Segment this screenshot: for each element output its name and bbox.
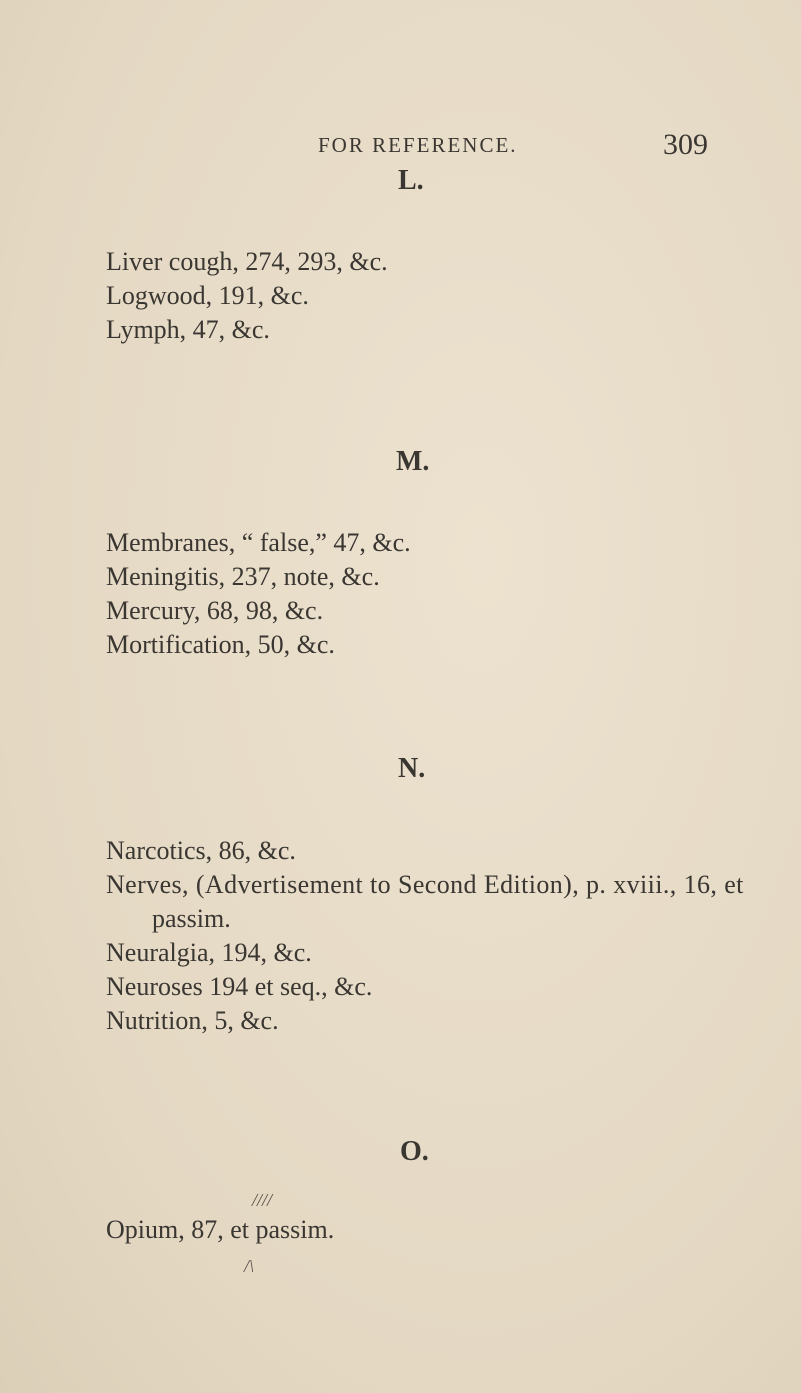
index-entry: Nutrition, 5, &c. [106,1006,279,1035]
section-letter-m: M. [396,446,430,477]
running-head: FOR REFERENCE. [318,133,518,157]
index-entry: Membranes, “ false,” 47, &c. [106,528,411,557]
index-entry: Opium, 87, et passim. [106,1215,335,1244]
pencil-mark: //// [252,1190,273,1210]
section-letter-o: O. [400,1136,429,1167]
section-letter-n: N. [398,753,426,784]
pencil-mark: /\ [244,1256,255,1276]
index-entry: Liver cough, 274, 293, &c. [106,247,388,276]
index-entry: Mercury, 68, 98, &c. [106,596,324,625]
index-entry: Nerves, (Advertisement to Second Edition), p. xviii., 16, et [106,870,744,899]
index-entry: Logwood, 191, &c. [106,281,309,310]
section-letter-l: L. [398,165,424,196]
index-entry: Neuroses 194 et seq., &c. [106,972,373,1001]
index-entry: Mortification, 50, &c. [106,630,335,659]
page-number: 309 [663,128,708,161]
index-entry: Meningitis, 237, note, &c. [106,562,380,591]
index-entry: Lymph, 47, &c. [106,315,270,344]
index-entry: Neuralgia, 194, &c. [106,938,312,967]
index-entry: Narcotics, 86, &c. [106,836,296,865]
index-entry-continuation: passim. [152,904,231,933]
